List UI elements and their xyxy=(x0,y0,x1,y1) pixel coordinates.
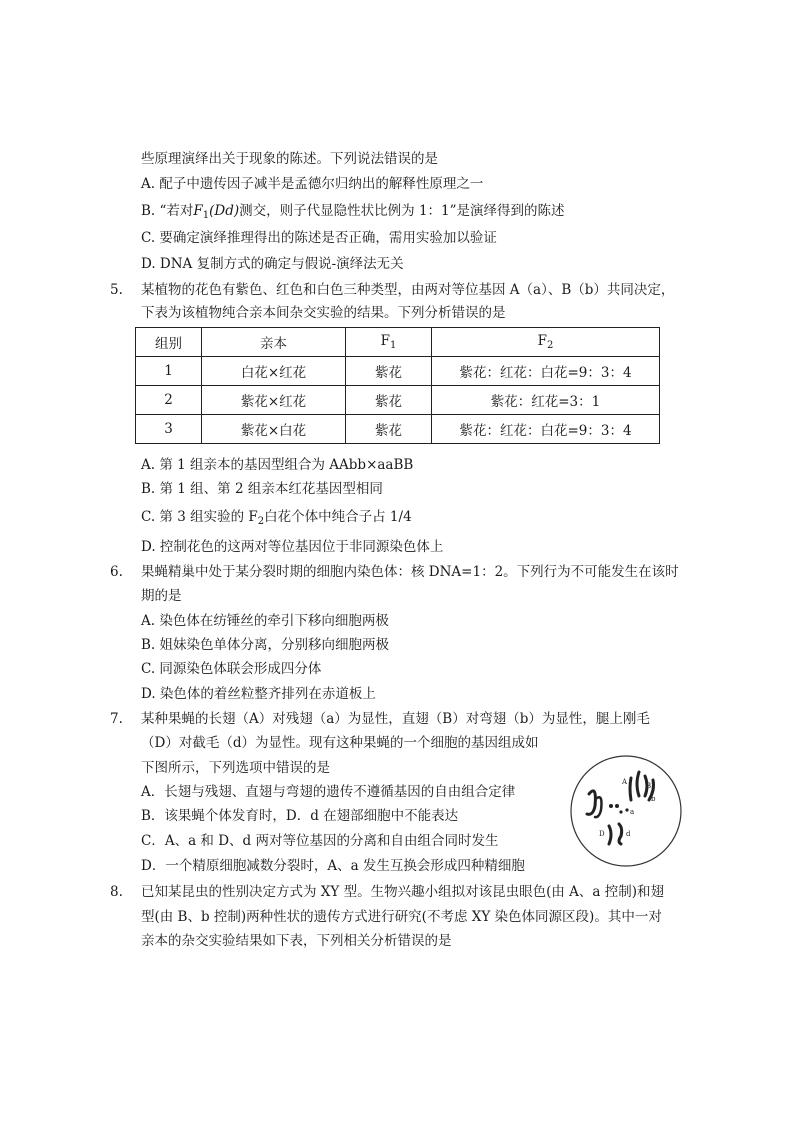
table-cell: 紫花 xyxy=(346,386,432,415)
table-header-cell: 亲本 xyxy=(202,328,346,357)
gene-label: b xyxy=(651,795,656,803)
chromosome xyxy=(619,824,622,844)
chromosome-dot xyxy=(625,808,628,811)
q5-number: 5. xyxy=(110,282,123,298)
chromosome xyxy=(587,791,595,814)
table-cell: 紫花×白花 xyxy=(202,415,346,444)
q4-math-f-sub: 1 xyxy=(202,210,210,221)
q6-option-a: A. 染色体在纺锤丝的牵引下移向细胞两极 xyxy=(141,613,389,629)
q8-stem-line1: 已知某昆虫的性别决定方式为 XY 型。生物兴趣小组拟对该昆虫眼色(由 A、a 控制)和翅 xyxy=(141,884,665,900)
table-header-cell: 组别 xyxy=(136,328,202,357)
q4-option-c: C. 要确定演绎推理得出的陈述是否正确，需用实验加以验证 xyxy=(141,230,497,246)
q7-stem-line2: （D）对截毛（d）为显性。现有这种果蝇的一个细胞的基因组成如 xyxy=(141,735,539,751)
gene-label: B xyxy=(646,782,652,790)
table-cell: 3 xyxy=(136,415,202,444)
f1-subscript: 1 xyxy=(390,340,397,351)
q6-option-b: B. 姐妹染色单体分离，分别移向细胞两极 xyxy=(141,637,390,653)
q5-option-d: D. 控制花色的这两对等位基因位于非同源染色体上 xyxy=(141,539,444,555)
table-cell: 紫花：红花=3：1 xyxy=(432,386,660,415)
q4-option-d: D. DNA 复制方式的确定与假说-演绎法无关 xyxy=(141,256,404,272)
q5-option-c-suffix: 白花个体中纯合子占 1/4 xyxy=(264,509,412,525)
q7-option-b: B．该果蝇个体发育时，D．d 在翅部细胞中不能表达 xyxy=(141,808,459,824)
chromosome xyxy=(609,826,611,844)
gene-label: d xyxy=(626,830,631,838)
q4-option-b-prefix: B. “若对 xyxy=(141,203,194,219)
q4-option-b xyxy=(141,201,565,226)
table-row xyxy=(136,415,660,444)
table-header-cell xyxy=(346,328,432,357)
table-cell: 白花×红花 xyxy=(202,357,346,386)
q6-option-d: D. 染色体的着丝粒整齐排列在赤道板上 xyxy=(141,686,376,702)
table-row xyxy=(136,386,660,415)
q5-option-c xyxy=(141,507,412,532)
q5-option-a: A. 第 1 组亲本的基因型组合为 AAbb×aaBB xyxy=(141,457,414,473)
q6-stem-line1: 果蝇精巢中处于某分裂时期的细胞内染色体：核 DNA=1：2。下列行为不可能发生在该时 xyxy=(141,564,679,580)
q4-option-a: A. 配子中遗传因子减半是孟德尔归纳出的解释性原理之一 xyxy=(141,176,484,192)
gene-label: D xyxy=(599,830,605,838)
f2-subscript: 2 xyxy=(547,340,554,351)
f2-label: F xyxy=(537,333,547,349)
cell-chromosome-diagram xyxy=(569,754,684,869)
q6-option-c: C. 同源染色体联会形成四分体 xyxy=(141,661,322,677)
table-header-cell xyxy=(432,328,660,357)
q4-math-f: F xyxy=(193,203,203,219)
chromosome-dot xyxy=(609,804,613,808)
q5-stem-line2: 下表为该植物纯合亲本间杂交实验的结果。下列分析错误的是 xyxy=(141,305,506,321)
table-cell: 紫花：红花：白花=9：3：4 xyxy=(432,357,660,386)
chromosome xyxy=(637,772,639,796)
table-cell: 2 xyxy=(136,386,202,415)
q4-math-dd: (Dd) xyxy=(209,203,240,219)
q7-stem-line1: 某种果蝇的长翅（A）对残翅（a）为显性，直翅（B）对弯翅（b）为显性，腿上刚毛 xyxy=(141,711,650,727)
table-cell: 紫花 xyxy=(346,357,432,386)
q4-option-b-suffix: 测交，则子代显隐性状比例为 1：1”是演绎得到的陈述 xyxy=(239,203,565,219)
table-cell: 紫花：红花：白花=9：3：4 xyxy=(432,415,660,444)
q7-option-d: D．一个精原细胞减数分裂时，A、a 发生互换会形成四种精细胞 xyxy=(141,858,525,874)
q8-number: 8. xyxy=(110,884,123,900)
q7-number: 7. xyxy=(110,711,123,727)
q8-stem-line3: 亲本的杂交实验结果如下表，下列相关分析错误的是 xyxy=(141,933,452,949)
table-cell: 紫花×红花 xyxy=(202,386,346,415)
q7-option-a: A．长翅与残翅、直翅与弯翅的遗传不遵循基因的自由组合定律 xyxy=(141,784,516,800)
chromosome-dot xyxy=(619,810,622,813)
q5-table xyxy=(135,327,660,444)
chromosome xyxy=(630,778,631,800)
q5-option-c-sub: 2 xyxy=(257,516,265,527)
q7-option-c: C．A、a 和 D、d 两对等位基因的分离和自由组合同时发生 xyxy=(141,833,499,849)
q6-number: 6. xyxy=(110,564,123,580)
table-cell: 紫花 xyxy=(346,415,432,444)
q7-stem-line3: 下图所示，下列选项中错误的是 xyxy=(141,760,330,776)
chromosome-dot xyxy=(615,804,619,808)
q5-option-b: B. 第 1 组、第 2 组亲本红花基因型相同 xyxy=(141,481,383,497)
gene-label: a xyxy=(630,808,635,816)
table-cell: 1 xyxy=(136,357,202,386)
table-header-row xyxy=(136,328,660,357)
gene-label: A xyxy=(622,778,628,786)
q5-stem-line1: 某植物的花色有紫色、红色和白色三种类型，由两对等位基因 A（a）、B（b）共同决定， xyxy=(141,282,675,298)
table-row xyxy=(136,357,660,386)
q6-stem-line2: 期的是 xyxy=(141,588,182,604)
q4-stem-continuation: 些原理演绎出关于现象的陈述。下列说法错误的是 xyxy=(141,151,438,167)
f1-label: F xyxy=(380,333,390,349)
q8-stem-line2: 型(由 B、b 控制)两种性状的遗传方式进行研究(不考虑 XY 染色体同源区段)。其中一对 xyxy=(141,909,662,925)
q5-option-c-prefix: C. 第 3 组实验的 F xyxy=(141,509,258,525)
